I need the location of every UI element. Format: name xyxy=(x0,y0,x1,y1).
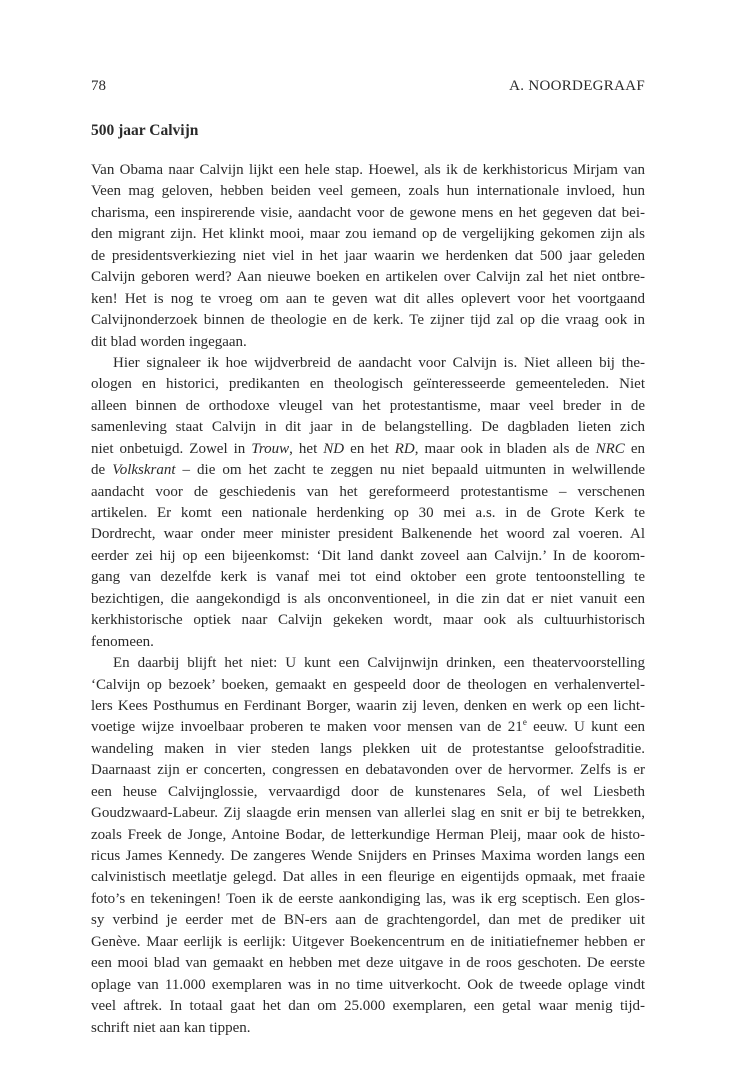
text-run: charisma, een inspirerende visie, aandacht voor de gewone mens en het gegeven dat bei- xyxy=(91,204,645,221)
text-line xyxy=(91,310,645,331)
text-run: Dordrecht, waar onder meer minister president Balkenende het woord zal voeren. Al xyxy=(91,526,645,543)
text-line xyxy=(91,717,645,738)
text-run: eerder zei hij op een bijeenkomst: ‘Dit land dankt zoveel aan Calvijn.’ In de koorom- xyxy=(91,547,645,564)
text-line xyxy=(91,332,645,353)
text-line xyxy=(91,760,645,781)
text-line xyxy=(91,1018,645,1039)
text-run: Calvijn geboren werd? Aan nieuwe boeken en artikelen over Calvijn zal het niet ontbre- xyxy=(91,269,645,286)
text-line xyxy=(91,953,645,974)
text-line xyxy=(91,653,645,674)
text-run: Calvijnonderzoek binnen de theologie en de kerk. Te zijner tijd zal op die vraag ook in xyxy=(91,312,645,329)
text-line xyxy=(91,975,645,996)
text-line xyxy=(91,460,645,481)
text-line xyxy=(91,267,645,288)
text-run: schrift niet aan kan tippen. xyxy=(91,1019,251,1036)
text-run: aandacht voor de geschiedenis van het gereformeerd protestantisme – verschenen xyxy=(91,483,645,500)
text-run: Hier signaleer ik hoe wijdverbreid de aandacht voor Calvijn is. Niet alleen bij the- xyxy=(113,354,645,371)
text-run: lers Kees Posthumus en Ferdinant Borger, waarin zij leven, denken en werk op een licht- xyxy=(91,697,645,714)
text-line xyxy=(91,867,645,888)
italic-title: ND xyxy=(323,440,345,457)
text-line xyxy=(91,353,645,374)
text-line xyxy=(91,396,645,417)
text-line xyxy=(91,803,645,824)
text-run: foto’s en tekeningen! Toen ik de eerste aankondiging las, was ik erg sceptisch. Een glos- xyxy=(91,890,645,907)
paragraph xyxy=(91,353,645,653)
italic-title: RD xyxy=(394,440,415,457)
text-run: calvinistisch meetlatje gelegd. Dat alles in een fleurige en eigentijds opmaak, met fraaie xyxy=(91,869,645,886)
text-run: ologen en historici, predikanten en theologisch geïnteresseerde gemeenteleden. Niet xyxy=(91,376,645,393)
text-line xyxy=(91,224,645,245)
italic-title: Trouw xyxy=(251,440,290,457)
text-run: – die om het zacht te zeggen nu niet bepaald uitmunten in welwillende xyxy=(175,462,645,479)
text-run: Veen mag geloven, hebben beiden veel gemeen, zoals hun internationale invloed, hun xyxy=(91,183,645,200)
text-run: bezichtigen, die aangekondigd is als onconventioneel, in die zin dat er niet vanuit een xyxy=(91,590,645,607)
text-run: wandeling maken in vier steden langs plekken uit de protestantse geloofstraditie. xyxy=(91,740,645,757)
text-run: de xyxy=(91,462,113,479)
text-run: , het xyxy=(289,440,324,457)
text-line xyxy=(91,203,645,224)
text-line xyxy=(91,417,645,438)
text-run: Van Obama naar Calvijn lijkt een hele stap. Hoewel, als ik de kerkhistoricus Mirjam van xyxy=(91,162,645,178)
text-run: de presidentsverkiezing niet viel in het jaar waarin we herdenken dat 500 jaar geleden xyxy=(91,247,645,264)
text-run: oplage van 11.000 exemplaren was in no time uitverkocht. Ook de tweede oplage vindt xyxy=(91,976,645,993)
text-run: Goudzwaard-Labeur. Zij slaagde erin mensen van allerlei slag en snit er bij te betrekken, xyxy=(91,805,645,822)
text-line xyxy=(91,439,645,460)
text-run: Daarnaast zijn er concerten, congressen en debatavonden over de hervormer. Zelfs is er xyxy=(91,762,645,779)
text-run: En daarbij blijft het niet: U kunt een Calvijnwijn drinken, een theatervoorstelling xyxy=(113,655,645,672)
italic-title: NRC xyxy=(595,440,625,457)
text-line xyxy=(91,482,645,503)
article-body xyxy=(91,160,645,1039)
text-run: fenomeen. xyxy=(91,633,154,650)
page-number: 78 xyxy=(91,78,106,94)
text-run: ricus James Kennedy. De zangeres Wende Snijders en Prinses Maxima worden langs een xyxy=(91,848,645,864)
text-run: eeuw. U kunt een xyxy=(526,719,645,736)
text-run: , maar ook in bladen als de xyxy=(414,440,596,457)
text-line xyxy=(91,289,645,310)
text-line xyxy=(91,546,645,567)
text-run: een heuse Calvijnglossie, vervaardigd door de kunstenares Sela, of wel Liesbeth xyxy=(91,783,645,800)
text-line xyxy=(91,782,645,803)
text-line xyxy=(91,675,645,696)
text-run: niet onbetuigd. Zowel in xyxy=(91,440,252,457)
text-line xyxy=(91,160,645,181)
text-run: zoals Freek de Jonge, Antoine Bodar, de letterkundige Herman Pleij, maar ook de histo- xyxy=(91,826,645,843)
text-line xyxy=(91,696,645,717)
text-line xyxy=(91,524,645,545)
text-line xyxy=(91,910,645,931)
text-line xyxy=(91,589,645,610)
running-head-author: A. NOORDEGRAAF xyxy=(509,78,645,94)
text-run: den migrant zijn. Het klinkt mooi, maar zou iemand op de vergelijking gekomen zijn als xyxy=(91,226,645,243)
text-line xyxy=(91,610,645,631)
article-title: 500 jaar Calvijn xyxy=(91,122,199,139)
text-run: ‘Calvijn op bezoek’ boeken, gemaakt en gespeeld door de theologen en verhalenvertel- xyxy=(91,676,645,693)
text-line xyxy=(91,932,645,953)
text-line xyxy=(91,567,645,588)
text-line xyxy=(91,739,645,760)
text-run: ken! Het is nog te vroeg om aan te geven wat dit alles oplevert voor het voortgaand xyxy=(91,290,645,307)
text-line xyxy=(91,825,645,846)
text-run: alleen binnen de orthodoxe vleugel van het protestantisme, maar veel breder in de xyxy=(91,397,645,414)
paragraph xyxy=(91,160,645,353)
text-run: en xyxy=(624,440,645,457)
italic-title: Volkskrant xyxy=(112,462,176,479)
text-line xyxy=(91,889,645,910)
paragraph xyxy=(91,653,645,1039)
text-line xyxy=(91,246,645,267)
text-run: samenleving staat Calvijn in dit jaar in de belangstelling. De dagbladen lieten zich xyxy=(91,419,645,436)
text-line xyxy=(91,632,645,653)
superscript: e xyxy=(522,717,527,728)
text-run: dit blad worden ingegaan. xyxy=(91,333,247,350)
text-line xyxy=(91,846,645,867)
text-run: sy verbind je eerder met de BN-ers aan de grachtengordel, dan met de prediker uit xyxy=(91,912,645,929)
text-run: gang van dezelfde kerk is vanaf mei tot eind oktober een grote tentoonstelling te xyxy=(91,569,645,586)
text-run: en het xyxy=(344,440,395,457)
text-run: artikelen. Er komt een nationale herdenking op 30 mei a.s. in de Grote Kerk te xyxy=(91,505,645,521)
text-line xyxy=(91,374,645,395)
text-run: kerkhistorische optiek naar Calvijn gekeken wordt, maar ook als cultuurhistorisch xyxy=(91,612,645,629)
text-line xyxy=(91,996,645,1017)
text-run: voetige wijze invoelbaar proberen te maken voor mensen van de 21 xyxy=(91,719,523,736)
text-run: een mooi blad van gemaakt en hebben met deze uitgave in de roos geschoten. De eerste xyxy=(91,955,645,972)
text-run: veel aftrek. In totaal gaat het dan om 25.000 exemplaren, een getal waar menig tijd- xyxy=(91,998,645,1015)
text-run: Genève. Maar eerlijk is eerlijk: Uitgever Boekencentrum en de initiatiefnemer hebben er xyxy=(91,933,645,950)
text-line xyxy=(91,181,645,202)
text-line xyxy=(91,503,645,524)
